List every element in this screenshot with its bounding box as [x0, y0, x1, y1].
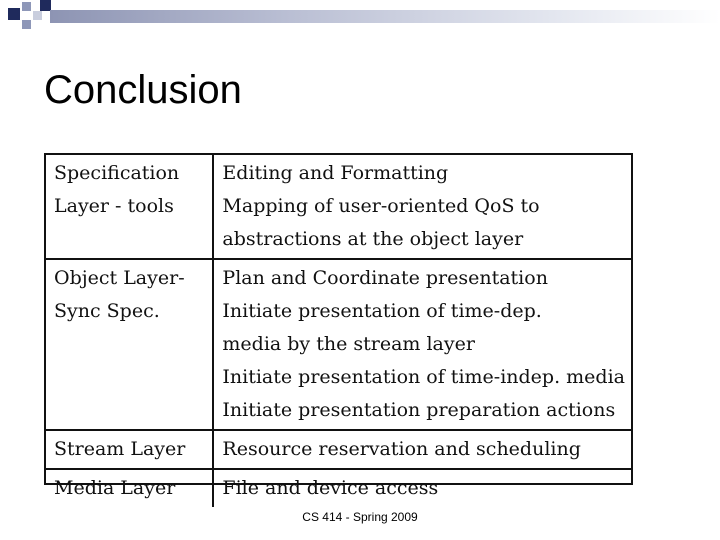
- layer-name-cell: [46, 155, 213, 259]
- layer-name: Object Layer- Sync Spec.: [54, 267, 185, 322]
- slide-footer: CS 414 - Spring 2009: [302, 510, 418, 524]
- header-gradient-bar: [50, 10, 720, 23]
- table-row-specification: [46, 155, 631, 259]
- function-line: Plan and Coordinate presentation: [222, 267, 548, 289]
- layer-functions-cell: [213, 259, 631, 430]
- layer-name-cell: [46, 259, 213, 430]
- function-line: Editing and Formatting: [222, 162, 449, 184]
- layer-functions-cell: [213, 155, 631, 259]
- table-row-object: [46, 259, 631, 430]
- table-row-stream: [46, 430, 631, 469]
- layer-functions-cell: [213, 469, 631, 507]
- layer-name: Specification Layer - tools: [54, 162, 180, 217]
- layer-name-cell: [46, 469, 213, 507]
- decor-square-light-2: [22, 20, 31, 29]
- function-line: Mapping of user-oriented QoS to: [222, 195, 540, 217]
- decor-square-light-1: [22, 2, 31, 11]
- layer-name: Media Layer: [54, 477, 176, 499]
- function-line: media by the stream layer: [222, 333, 475, 355]
- function-line: abstractions at the object layer: [222, 228, 524, 250]
- function-line: Initiate presentation of time-indep. media: [222, 366, 625, 388]
- table-row-media: [46, 469, 631, 507]
- layer-name: Stream Layer: [54, 438, 186, 460]
- layer-functions-cell: [213, 430, 631, 469]
- slide-title: Conclusion: [44, 68, 242, 112]
- layers-table-frame: [44, 153, 633, 499]
- layers-table: [46, 155, 631, 507]
- decor-square-dark-1: [8, 8, 20, 20]
- decor-square-pale-1: [33, 11, 42, 20]
- function-line: Initiate presentation of time-dep.: [222, 300, 542, 322]
- function-line: Resource reservation and scheduling: [222, 438, 581, 460]
- layer-name-cell: [46, 430, 213, 469]
- function-line: Initiate presentation preparation actions: [222, 399, 616, 421]
- function-line: File and device access: [222, 477, 439, 499]
